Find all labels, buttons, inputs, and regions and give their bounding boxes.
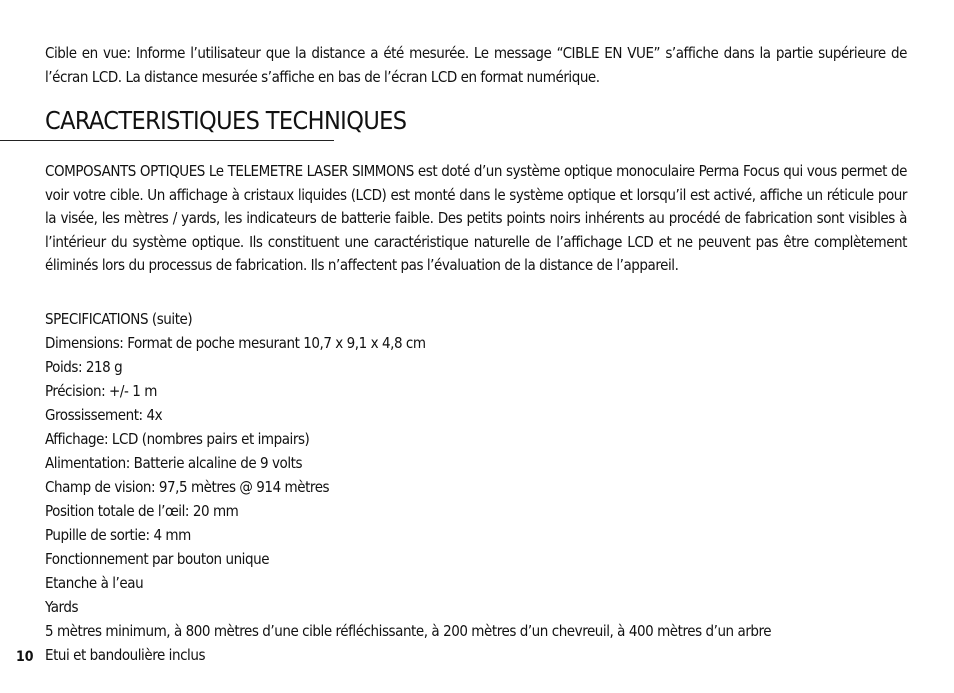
spec-eye-relief: Position totale de l’œil: 20 mm: [45, 502, 239, 520]
spec-waterproof: Etanche à l’eau: [45, 574, 144, 592]
spec-weight: Poids: 218 g: [45, 358, 123, 376]
spec-range: 5 mètres minimum, à 800 mètres d’une cible réfléchissante, à 200 mètres d’un chevreuil, à 400 mètres d’un arbre: [45, 622, 772, 640]
spec-heading: SPECIFICATIONS (suite): [45, 310, 193, 328]
spec-exit-pupil: Pupille de sortie: 4 mm: [45, 526, 191, 544]
optics-text: COMPOSANTS OPTIQUES Le TELEMETRE LASER SIMMONS est doté d’un système optique monoculaire Perma Focus qui vous permet de voir votre cible. Un affichage à cristaux liquides (LCD) est monté dans le système optique et lorsqu’il est activé, affiche un réticule pour la visée, les mètres / yards, les indicateurs de batterie faible. Des petits points noirs inhérents au procédé de fabrication sont visibles à l’intérieur du système optique. Ils constituent une caractéristique naturelle de l’affichage LCD et ne peuvent pas être complètement éliminés lors du processus de fabrication. Ils n’affectent pas l’évaluation de la distance de l’appareil.: [45, 162, 907, 274]
page-number: 10: [16, 649, 34, 665]
spec-power: Alimentation: Batterie alcaline de 9 volts: [45, 454, 303, 472]
section-title-underline: [0, 140, 334, 141]
spec-yards: Yards: [45, 598, 79, 616]
intro-paragraph: [45, 42, 907, 89]
spec-precision: Précision: +/- 1 m: [45, 382, 157, 400]
optics-paragraph: [45, 160, 907, 278]
spec-operation: Fonctionnement par bouton unique: [45, 550, 270, 568]
spec-magnification: Grossissement: 4x: [45, 406, 163, 424]
spec-field-of-view: Champ de vision: 97,5 mètres @ 914 mètres: [45, 478, 330, 496]
spec-dimensions: Dimensions: Format de poche mesurant 10,7 x 9,1 x 4,8 cm: [45, 334, 426, 352]
specifications-list: [45, 307, 771, 667]
spec-display: Affichage: LCD (nombres pairs et impairs): [45, 430, 310, 448]
spec-accessories: Etui et bandoulière inclus: [45, 646, 206, 664]
section-title: CARACTERISTIQUES TECHNIQUES: [45, 106, 407, 135]
intro-text: Cible en vue: Informe l’utilisateur que la distance a été mesurée. Le message “CIBLE EN VUE” s’affiche dans la partie supérieure de l’écran LCD. La distance mesurée s’affiche en bas de l’écran LCD en format numérique.: [45, 44, 907, 86]
